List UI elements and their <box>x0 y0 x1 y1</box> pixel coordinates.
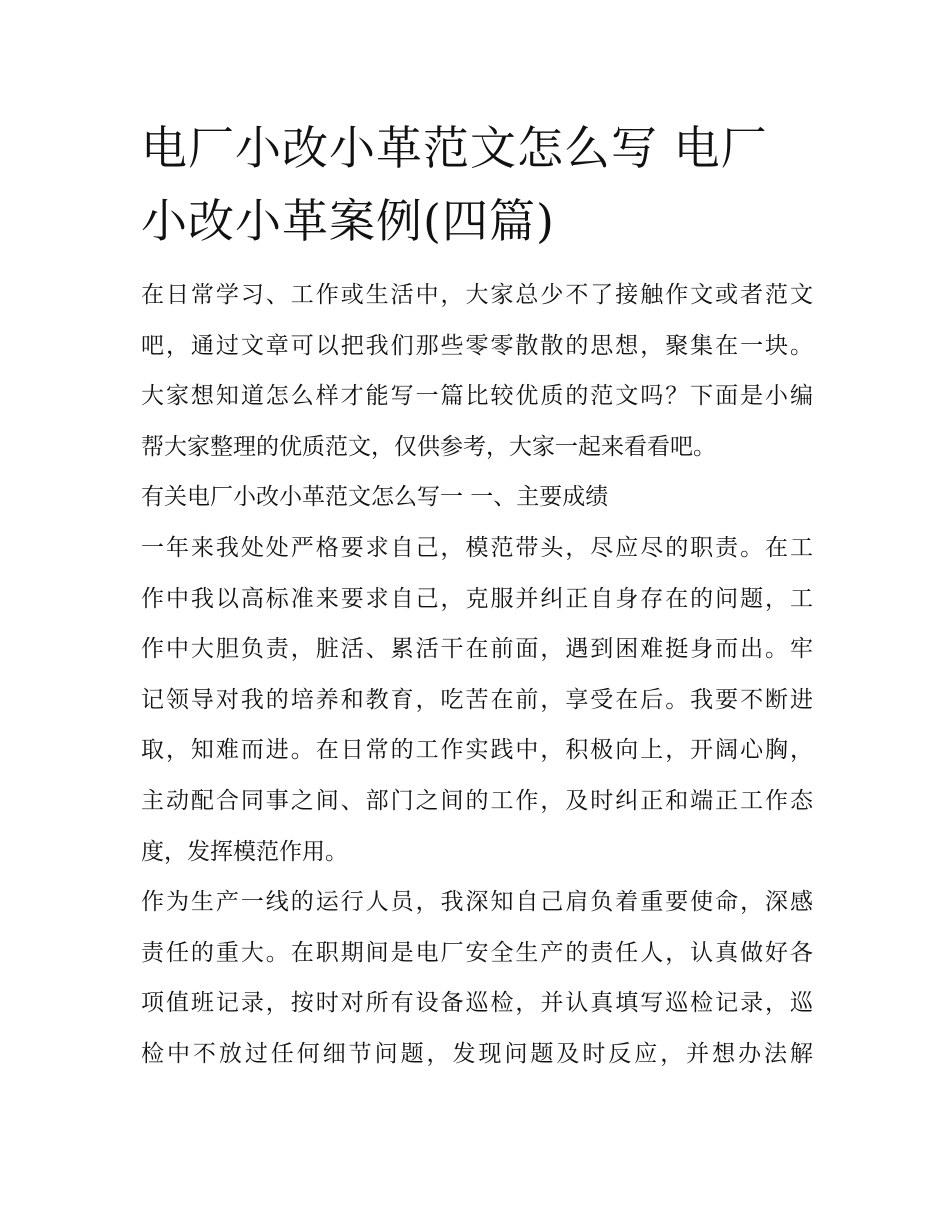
paragraph-line: 责任的重大。在职期间是电厂安全生产的责任人，认真做好各 <box>141 939 813 966</box>
intro-line: 大家想知道怎么样才能写一篇比较优质的范文吗？下面是小编 <box>141 383 813 410</box>
title-line-1: 电厂小改小革范文怎么写 电厂 <box>141 121 768 175</box>
paragraph-line: 检中不放过任何细节问题，发现问题及时反应，并想办法解 <box>141 1040 813 1067</box>
document-title <box>141 112 813 258</box>
section-heading <box>141 472 813 523</box>
paragraph-line: 一年来我处处严格要求自己，模范带头，尽应尽的职责。在工 <box>141 534 813 561</box>
paragraph-line: 度，发挥模范作用。 <box>141 838 348 865</box>
title-line-2: 小改小革案例(四篇) <box>141 194 555 248</box>
intro-line: 帮大家整理的优质范文，仅供参考，大家一起来看看吧。 <box>141 433 716 460</box>
body-paragraph-1 <box>141 523 813 877</box>
paragraph-line: 项值班记录，按时对所有设备巡检，并认真填写巡检记录，巡 <box>141 990 813 1017</box>
body-paragraph-2 <box>141 877 813 1079</box>
paragraph-line: 取，知难而进。在日常的工作实践中，积极向上，开阔心胸， <box>141 737 813 764</box>
intro-line: 吧，通过文章可以把我们那些零零散散的思想，聚集在一块。 <box>141 332 813 359</box>
document-content <box>141 112 813 1080</box>
paragraph-line: 作为生产一线的运行人员，我深知自己肩负着重要使命，深感 <box>141 889 813 916</box>
intro-line: 在日常学习、工作或生活中，大家总少不了接触作文或者范文 <box>141 282 813 308</box>
section-heading-text: 有关电厂小改小革范文怎么写一 一、主要成绩 <box>141 484 609 511</box>
paragraph-line: 作中我以高标准来要求自己，克服并纠正自身存在的问题，工 <box>141 585 813 612</box>
paragraph-line: 作中大胆负责，脏活、累活干在前面，遇到困难挺身而出。牢 <box>141 636 813 663</box>
paragraph-line: 记领导对我的培养和教育，吃苦在前，享受在后。我要不断进 <box>141 686 813 713</box>
paragraph-line: 主动配合同事之间、部门之间的工作，及时纠正和端正工作态 <box>141 787 813 814</box>
intro-paragraph <box>141 270 813 472</box>
